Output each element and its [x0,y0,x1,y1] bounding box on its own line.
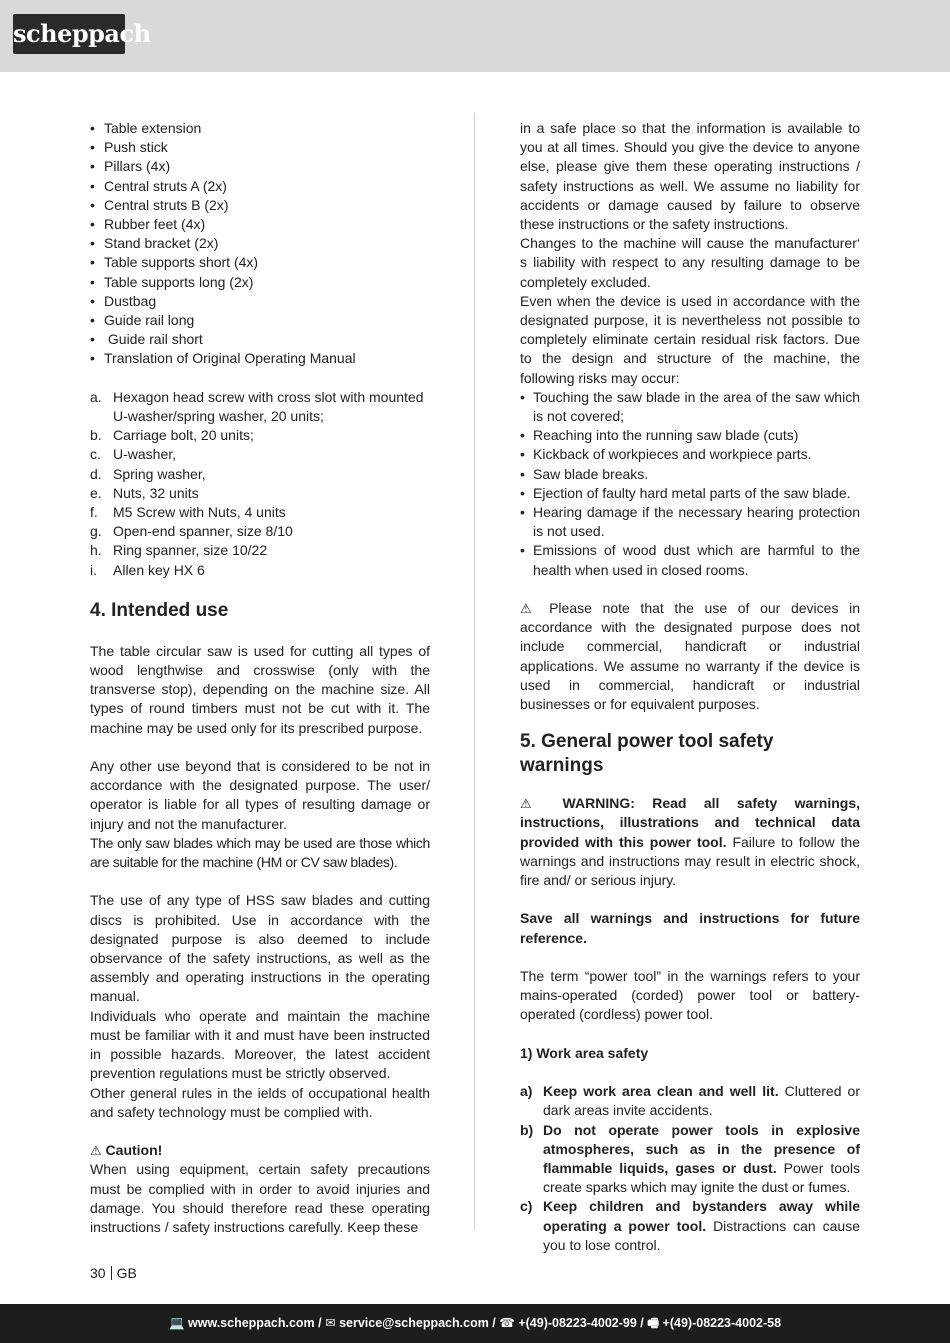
list-item: • Translation of Original Operating Manual [90,349,430,368]
header-bar [0,0,950,72]
column-divider [474,113,475,1230]
list-item [520,1197,860,1255]
subheading-text: 1) Work area safety [520,1044,649,1061]
list-item: • Table extension [90,119,430,138]
list-marker: a. [90,388,102,405]
right-column [520,119,860,1255]
list-item [90,388,430,426]
list-item: • Table supports long (2x) [90,273,430,292]
left-column [90,119,430,1237]
list-item: • Central struts B (2x) [90,196,430,215]
warning-triangle-icon: ⚠ [90,1143,102,1159]
paragraph: Individuals who operate and maintain the machine must be familiar with it and must have been instructed in possible hazards. Moreover, the latest accident prevention regulations must be strictly observed. [90,1007,430,1082]
paragraph: Changes to the machine will cause the manufacturer‘ s liability with respect to any resulting damage to be completely excluded. [520,235,860,290]
phone-icon: ☎ [499,1316,515,1330]
list-item: • Pillars (4x) [90,157,430,176]
list-item-bold: Keep children and bystanders away while operating a power tool. [543,1198,860,1234]
list-item: • Reaching into the running saw blade (cuts) [520,426,860,445]
list-marker: i. [90,561,97,578]
work-area-safety-list [520,1082,860,1255]
save-instructions-text: Save all warnings and instructions for future reference. [520,910,860,946]
list-item-text: Distractions can cause you to lose control. [543,1217,860,1253]
list-item-text: Carriage bolt, 20 units; [113,427,254,444]
warning-text: Failure to follow the warnings and instructions may result in electric shock, fire and/ or serious injury. [520,833,860,889]
list-item-bold: Keep work area clean and well lit. [543,1083,779,1100]
list-item-text: Cluttered or dark areas invite accidents. [543,1083,860,1119]
list-item-text: Open-end spanner, size 8/10 [113,523,293,540]
paragraph: The table circular saw is used for cutting all types of wood lengthwise and crosswise (only with the transverse stop), depending on the machine size. All types of round timbers must not be cut with it. The machine may be used only for its prescribed purpose. [90,642,430,736]
list-marker: e. [90,484,102,501]
list-item: • Kickback of workpieces and workpiece parts. [520,445,860,464]
note-paragraph [520,599,860,714]
list-item: • Guide rail long [90,311,430,330]
list-marker: b. [90,427,102,444]
computer-icon: 💻 [168,1316,185,1330]
list-item [90,503,430,522]
list-item-text: Spring washer, [113,465,206,482]
email-link[interactable]: service@scheppach.com / [339,1316,496,1330]
list-item-text: Ring spanner, size 10/22 [113,542,268,559]
list-item [90,445,430,464]
list-item-text: Allen key HX 6 [113,561,205,578]
paragraph: The only saw blades which may be used are those which are suitable for the machine (HM or CV saw blades). [90,834,430,871]
email-icon: ✉ [325,1316,336,1330]
scope-of-delivery-list [90,119,430,369]
list-item: • Hearing damage if the necessary hearing protection is not used. [520,503,860,541]
list-item: • Ejection of faulty hard metal parts of the saw blade. [520,484,860,503]
section-heading-intended-use: 4. Intended use [90,599,229,621]
paragraph: Even when the device is used in accordance with the designated purpose, it is nevertheless not possible to completely eliminate certain residual risk factors. Due to the design and structure of the machine, the following risks may occur: [520,292,860,386]
list-item [90,561,430,580]
page-number-value: 30 [90,1265,106,1281]
paragraph: Any other use beyond that is considered to be not in accordance with the designated purpose. The user/ operator is liable for all types of resulting damage or injury and not the manufacturer. [90,758,430,832]
subheading-work-area-safety [520,1044,860,1063]
caution-title: Caution! [105,1142,163,1159]
list-marker: d. [90,465,102,482]
list-item-text: Power tools create sparks which may ignite the dust or fumes. [543,1160,860,1196]
fax-number: +(49)-08223-4002-58 [662,1316,782,1330]
note-text: Please note that the use of our devices in accordance with the designated purpose does not include commercial, handicraft or industrial applications. We assume no warranty if the device is used in commercial, handicraft or industrial businesses or for equivalent purposes. [520,600,860,713]
page-number-separator [111,1266,112,1280]
list-item-text: U-washer, [113,446,177,463]
list-marker: c. [90,446,101,463]
page-number [90,1265,137,1281]
page-language: GB [116,1265,137,1281]
list-item: • Push stick [90,138,430,157]
list-marker: a) [520,1083,533,1100]
footer-bar [0,1304,950,1343]
list-item-text: M5 Screw with Nuts, 4 units [113,504,286,521]
website-link[interactable]: www.scheppach.com / [188,1316,322,1330]
paragraph: in a safe place so that the information is available to you at all times. Should you give the device to anyone else, please give them these operating instructions / safety instructions as well. We assume no liability for accidents or damage caused by failure to observe these instructions or the safety instructions. [520,120,860,233]
list-item: • Guide rail short [90,330,430,349]
list-item [90,465,430,484]
list-item: • Rubber feet (4x) [90,215,430,234]
list-item-text: Nuts, 32 units [113,484,199,501]
list-marker: c) [520,1198,533,1215]
list-item: • Dustbag [90,292,430,311]
section-heading-general-safety: 5. General power tool safety warnings [520,731,774,777]
phone-number: +(49)-08223-4002-99 / [518,1316,644,1330]
list-item: • Table supports short (4x) [90,253,430,272]
save-instructions [520,909,860,947]
list-item: • Emissions of wood dust which are harmful to the health when used in closed rooms. [520,541,860,579]
warning-bold-text: WARNING: Read all safety warnings, instructions, illustrations and technical data provided with this power tool. [520,795,861,850]
paragraph: Other general rules in the ields of occupational health and safety technology must be complied with. [90,1084,430,1120]
paragraph: The use of any type of HSS saw blades and cutting discs is prohibited. Use in accordance with the designated purpose is also deemed to include observance of the safety instructions, as well as the assembly and operating instructions in the operating manual. [90,892,430,1005]
paragraph: When using equipment, certain safety precautions must be complied with in order to avoid injuries and damage. You should therefore read these operating instructions / safety instructions carefully. Keep these [90,1161,430,1235]
list-item: • Stand bracket (2x) [90,234,430,253]
warning-triangle-icon: ⚠ [520,601,539,617]
caution-heading [90,1141,430,1160]
list-item-bold: Do not operate power tools in explosive atmospheres, such as in the presence of flammable liquids, gases or dust. [543,1121,860,1177]
list-marker: h. [90,542,102,559]
list-item [90,541,430,560]
list-item: • Central struts A (2x) [90,177,430,196]
list-item: • Saw blade breaks. [520,465,860,484]
list-marker: f. [90,504,98,521]
scheppach-logo: scheppach [13,14,125,54]
list-item [90,522,430,541]
list-item: • Touching the saw blade in the area of the saw which is not covered; [520,388,860,426]
list-item-text: Hexagon head screw with cross slot with mounted U-washer/spring washer, 20 units; [113,388,424,425]
fax-icon: 🖷 [647,1316,660,1330]
list-marker: b) [520,1121,534,1138]
list-item [520,1082,860,1120]
paragraph: The term “power tool” in the warnings refers to your mains-operated (corded) power tool or battery-operated (cordless) power tool. [520,968,860,1023]
list-item [520,1121,860,1198]
small-parts-list [90,388,430,580]
warning-paragraph [520,794,860,890]
list-item [90,484,430,503]
list-item [90,426,430,445]
warning-triangle-icon: ⚠ [520,796,546,812]
residual-risks-list [520,388,860,580]
list-marker: g. [90,523,102,540]
